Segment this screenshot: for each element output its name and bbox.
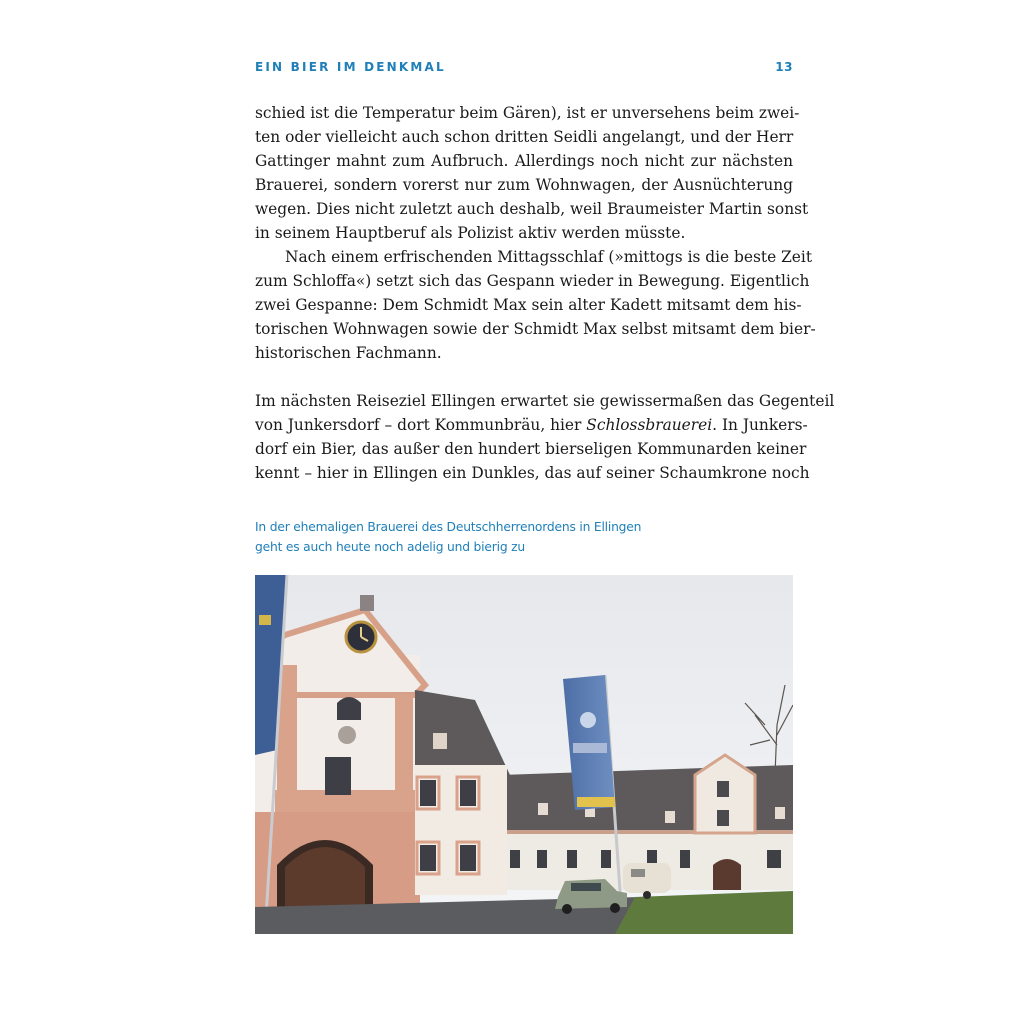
paragraph-spacer xyxy=(255,365,793,389)
text-line: zwei Gespanne: Dem Schmidt Max sein alter Kadett mitsamt dem his- xyxy=(255,296,802,314)
text-line: kennt – hier in Ellingen ein Dunkles, das auf seiner Schaumkrone noch xyxy=(255,464,810,482)
coat-of-arms xyxy=(338,726,356,744)
paragraph-1 xyxy=(255,101,809,245)
text-line: Im nächsten Reiseziel Ellingen erwartet sie gewissermaßen das Gegenteil xyxy=(255,392,835,410)
italic-term: Schlossbrauerei xyxy=(586,416,713,434)
caption-line: geht es auch heute noch adelig und bierig zu xyxy=(255,540,525,554)
text-line: Brauerei, sondern vorerst nur zum Wohnwagen, der Ausnüchterung xyxy=(255,176,793,194)
photo-caption xyxy=(255,517,793,557)
text-line: dorf ein Bier, das außer den hundert bierseligen Kommunarden keiner xyxy=(255,440,807,458)
caption-line: In der ehemaligen Brauerei des Deutschherrenordens in Ellingen xyxy=(255,520,642,534)
running-head xyxy=(255,60,793,78)
text-line: schied ist die Temperatur beim Gären), ist er unversehens beim zwei- xyxy=(255,104,800,122)
text-line: in seinem Hauptberuf als Polizist aktiv werden müsste. xyxy=(255,224,686,242)
dormer xyxy=(433,733,447,749)
right-arched-door xyxy=(713,859,741,890)
text-line: historischen Fachmann. xyxy=(255,344,442,362)
text-segment: von Junkersdorf – dort Kommunbräu, hier xyxy=(255,416,587,434)
text-line: Gattinger mahnt zum Aufbruch. Allerdings noch nicht zur nächsten xyxy=(255,152,793,170)
gable-window xyxy=(717,781,729,797)
body-text xyxy=(255,101,835,485)
running-title: EIN BIER IM DENKMAL xyxy=(255,60,446,74)
paragraph-3 xyxy=(255,389,835,485)
text-line: ten oder vielleicht auch schon dritten Seidli angelangt, und der Herr xyxy=(255,128,794,146)
text-segment: . In Junkers- xyxy=(712,416,808,434)
text-line: Nach einem erfrischenden Mittagsschlaf (»mittogs is die beste Zeit xyxy=(285,248,813,266)
lawn xyxy=(615,891,793,934)
text-line: torischen Wohnwagen sowie der Schmidt Max selbst mitsamt dem bier- xyxy=(255,320,816,338)
text-line: wegen. Dies nicht zuletzt auch deshalb, weil Braumeister Martin sonst xyxy=(255,200,809,218)
text-line: zum Schloffa«) setzt sich das Gespann wieder in Bewegung. Eigentlich xyxy=(255,272,810,290)
brewery-photo xyxy=(255,575,793,934)
gable-window xyxy=(717,810,729,826)
paragraph-2 xyxy=(255,245,816,365)
brewery-photo-illustration xyxy=(255,575,793,934)
text-line xyxy=(255,413,808,437)
page-number: 13 xyxy=(775,60,793,74)
